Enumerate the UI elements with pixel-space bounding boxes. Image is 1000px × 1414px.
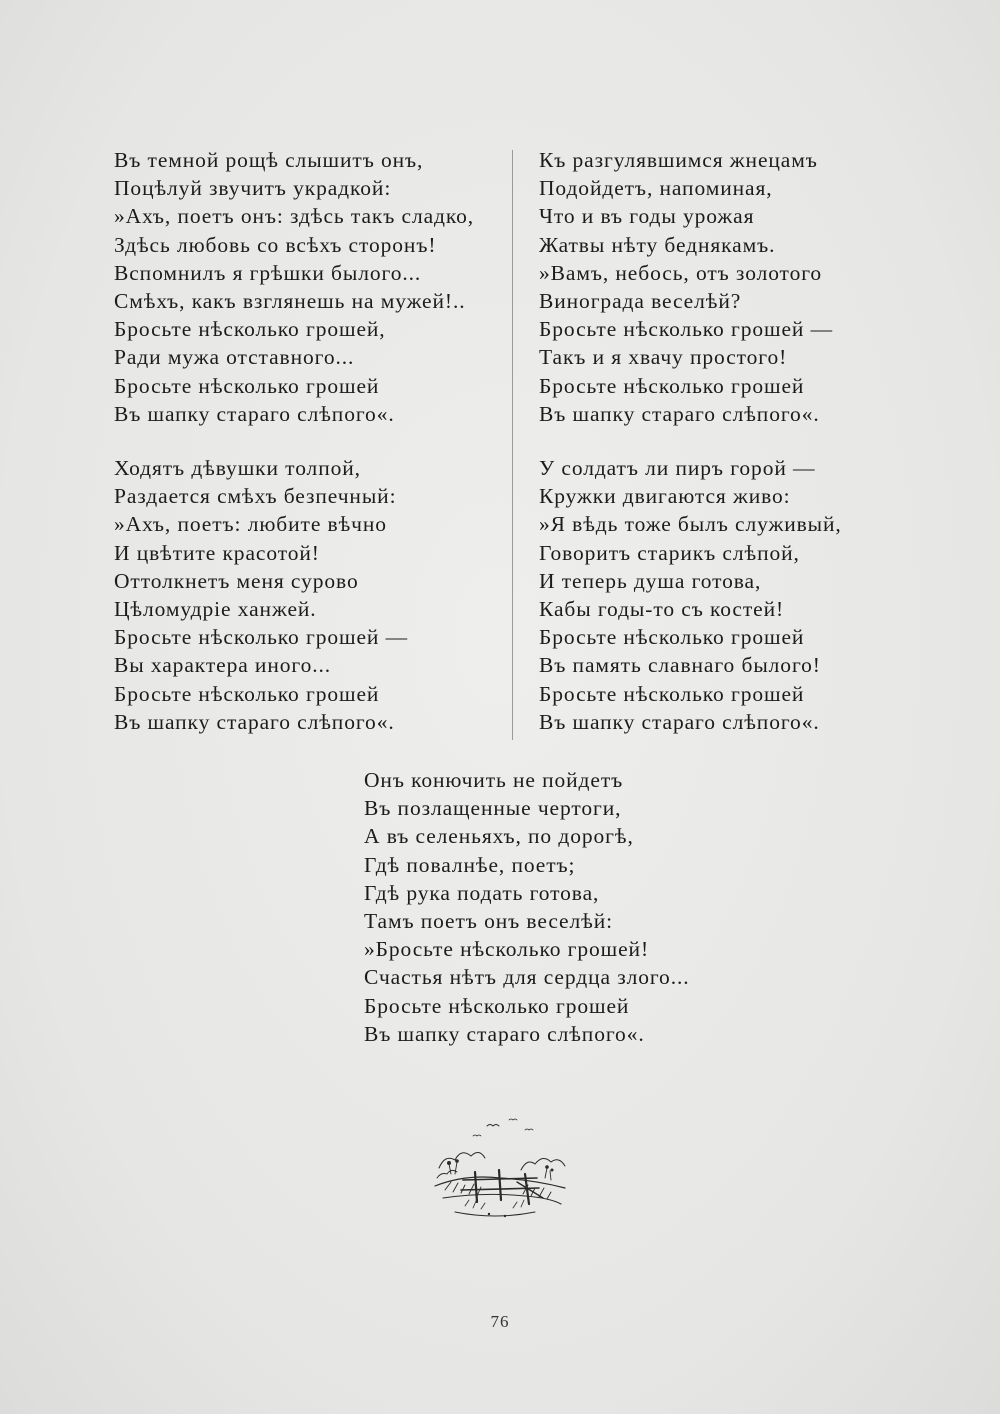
verse-line: Ради мужа отставного...	[114, 345, 355, 370]
verse-line: Говоритъ старикъ слѣпой,	[539, 540, 800, 565]
column-divider	[512, 150, 513, 740]
verse-line: Подойдетъ, напоминая,	[539, 176, 773, 201]
verse-line: Въ темной рощѣ слышитъ онъ,	[114, 148, 424, 172]
verse-line: Винограда веселѣй?	[539, 288, 742, 313]
verse-line: Тамъ поетъ онъ веселѣй:	[364, 908, 613, 933]
verse-line: Въ шапку стараго слѣпого«.	[539, 401, 820, 426]
verse-line: Бросьте нѣсколько грошей	[539, 681, 805, 706]
verse-line: У солдатъ ли пиръ горой —	[539, 456, 816, 480]
verse-line: Вы характера иного...	[114, 653, 332, 678]
verse-line: А въ селеньяхъ, по дорогѣ,	[364, 824, 634, 849]
verse-line: Гдѣ рука подать готова,	[364, 880, 600, 905]
verse-line: »Бросьте нѣсколько грошей!	[364, 937, 650, 962]
verse-line: Смѣхъ, какъ взглянешь на мужей!..	[114, 288, 466, 313]
verse-line: Бросьте нѣсколько грошей —	[539, 317, 833, 342]
verse-line: Въ шапку стараго слѣпого«.	[114, 709, 395, 734]
verse-line: Въ шапку стараго слѣпого«.	[539, 709, 820, 734]
verse-line: »Ахъ, поетъ: любите вѣчно	[114, 512, 387, 537]
verse-line: Въ шапку стараго слѣпого«.	[114, 401, 395, 426]
verse-line: Раздается смѣхъ безпечный:	[114, 484, 397, 509]
verse-line: Бросьте нѣсколько грошей	[539, 373, 805, 398]
verse-line: Онъ конючить не пойдетъ	[364, 768, 624, 792]
stanza-left-2	[114, 454, 408, 736]
verse-line: Что и въ годы урожая	[539, 204, 755, 229]
verse-line: Въ память славнаго былого!	[539, 653, 821, 678]
verse-line: »Ахъ, поетъ онъ: здѣсь такъ сладко,	[114, 204, 475, 229]
verse-line: Кабы годы-то съ костей!	[539, 596, 785, 621]
verse-line: Бросьте нѣсколько грошей	[114, 681, 380, 706]
landscape-fence-vignette-icon	[425, 1108, 575, 1228]
verse-line: Жатвы нѣту беднякамъ.	[539, 232, 776, 257]
verse-line: Цѣломудріе ханжей.	[114, 596, 317, 621]
verse-line: Счастья нѣтъ для сердца злого...	[364, 965, 690, 990]
verse-line: Бросьте нѣсколько грошей	[114, 373, 380, 398]
verse-line: Ходятъ дѣвушки толпой,	[114, 456, 361, 480]
verse-line: Бросьте нѣсколько грошей,	[114, 317, 386, 342]
verse-line: »Вамъ, небось, отъ золотого	[539, 260, 823, 285]
stanza-left-1	[114, 146, 474, 428]
verse-line: Къ разгулявшимся жнецамъ	[539, 148, 818, 172]
verse-line: Бросьте нѣсколько грошей	[539, 625, 805, 650]
page-number: 76	[490, 1312, 510, 1331]
verse-line: Бросьте нѣсколько грошей	[364, 993, 630, 1018]
verse-line: Оттолкнетъ меня сурово	[114, 568, 359, 593]
final-stanza	[364, 766, 690, 1048]
verse-line: »Я вѣдь тоже былъ служивый,	[539, 512, 842, 537]
stanza-right-1	[539, 146, 833, 428]
verse-line: Вспомнилъ я грѣшки былого...	[114, 260, 422, 285]
verse-line: Здѣсь любовь со всѣхъ сторонъ!	[114, 232, 437, 257]
verse-line: Кружки двигаются живо:	[539, 484, 791, 509]
verse-line: Такъ и я хвачу простого!	[539, 345, 788, 370]
verse-line: И теперь душа готова,	[539, 568, 762, 593]
stanza-right-2	[539, 454, 842, 736]
verse-line: Въ шапку стараго слѣпого«.	[364, 1021, 645, 1046]
verse-line: И цвѣтите красотой!	[114, 540, 320, 565]
verse-line: Поцѣлуй звучитъ украдкой:	[114, 176, 392, 201]
verse-line: Бросьте нѣсколько грошей —	[114, 625, 408, 650]
verse-line: Въ позлащенные чертоги,	[364, 796, 622, 821]
verse-line: Гдѣ повалнѣе, поетъ;	[364, 852, 576, 877]
